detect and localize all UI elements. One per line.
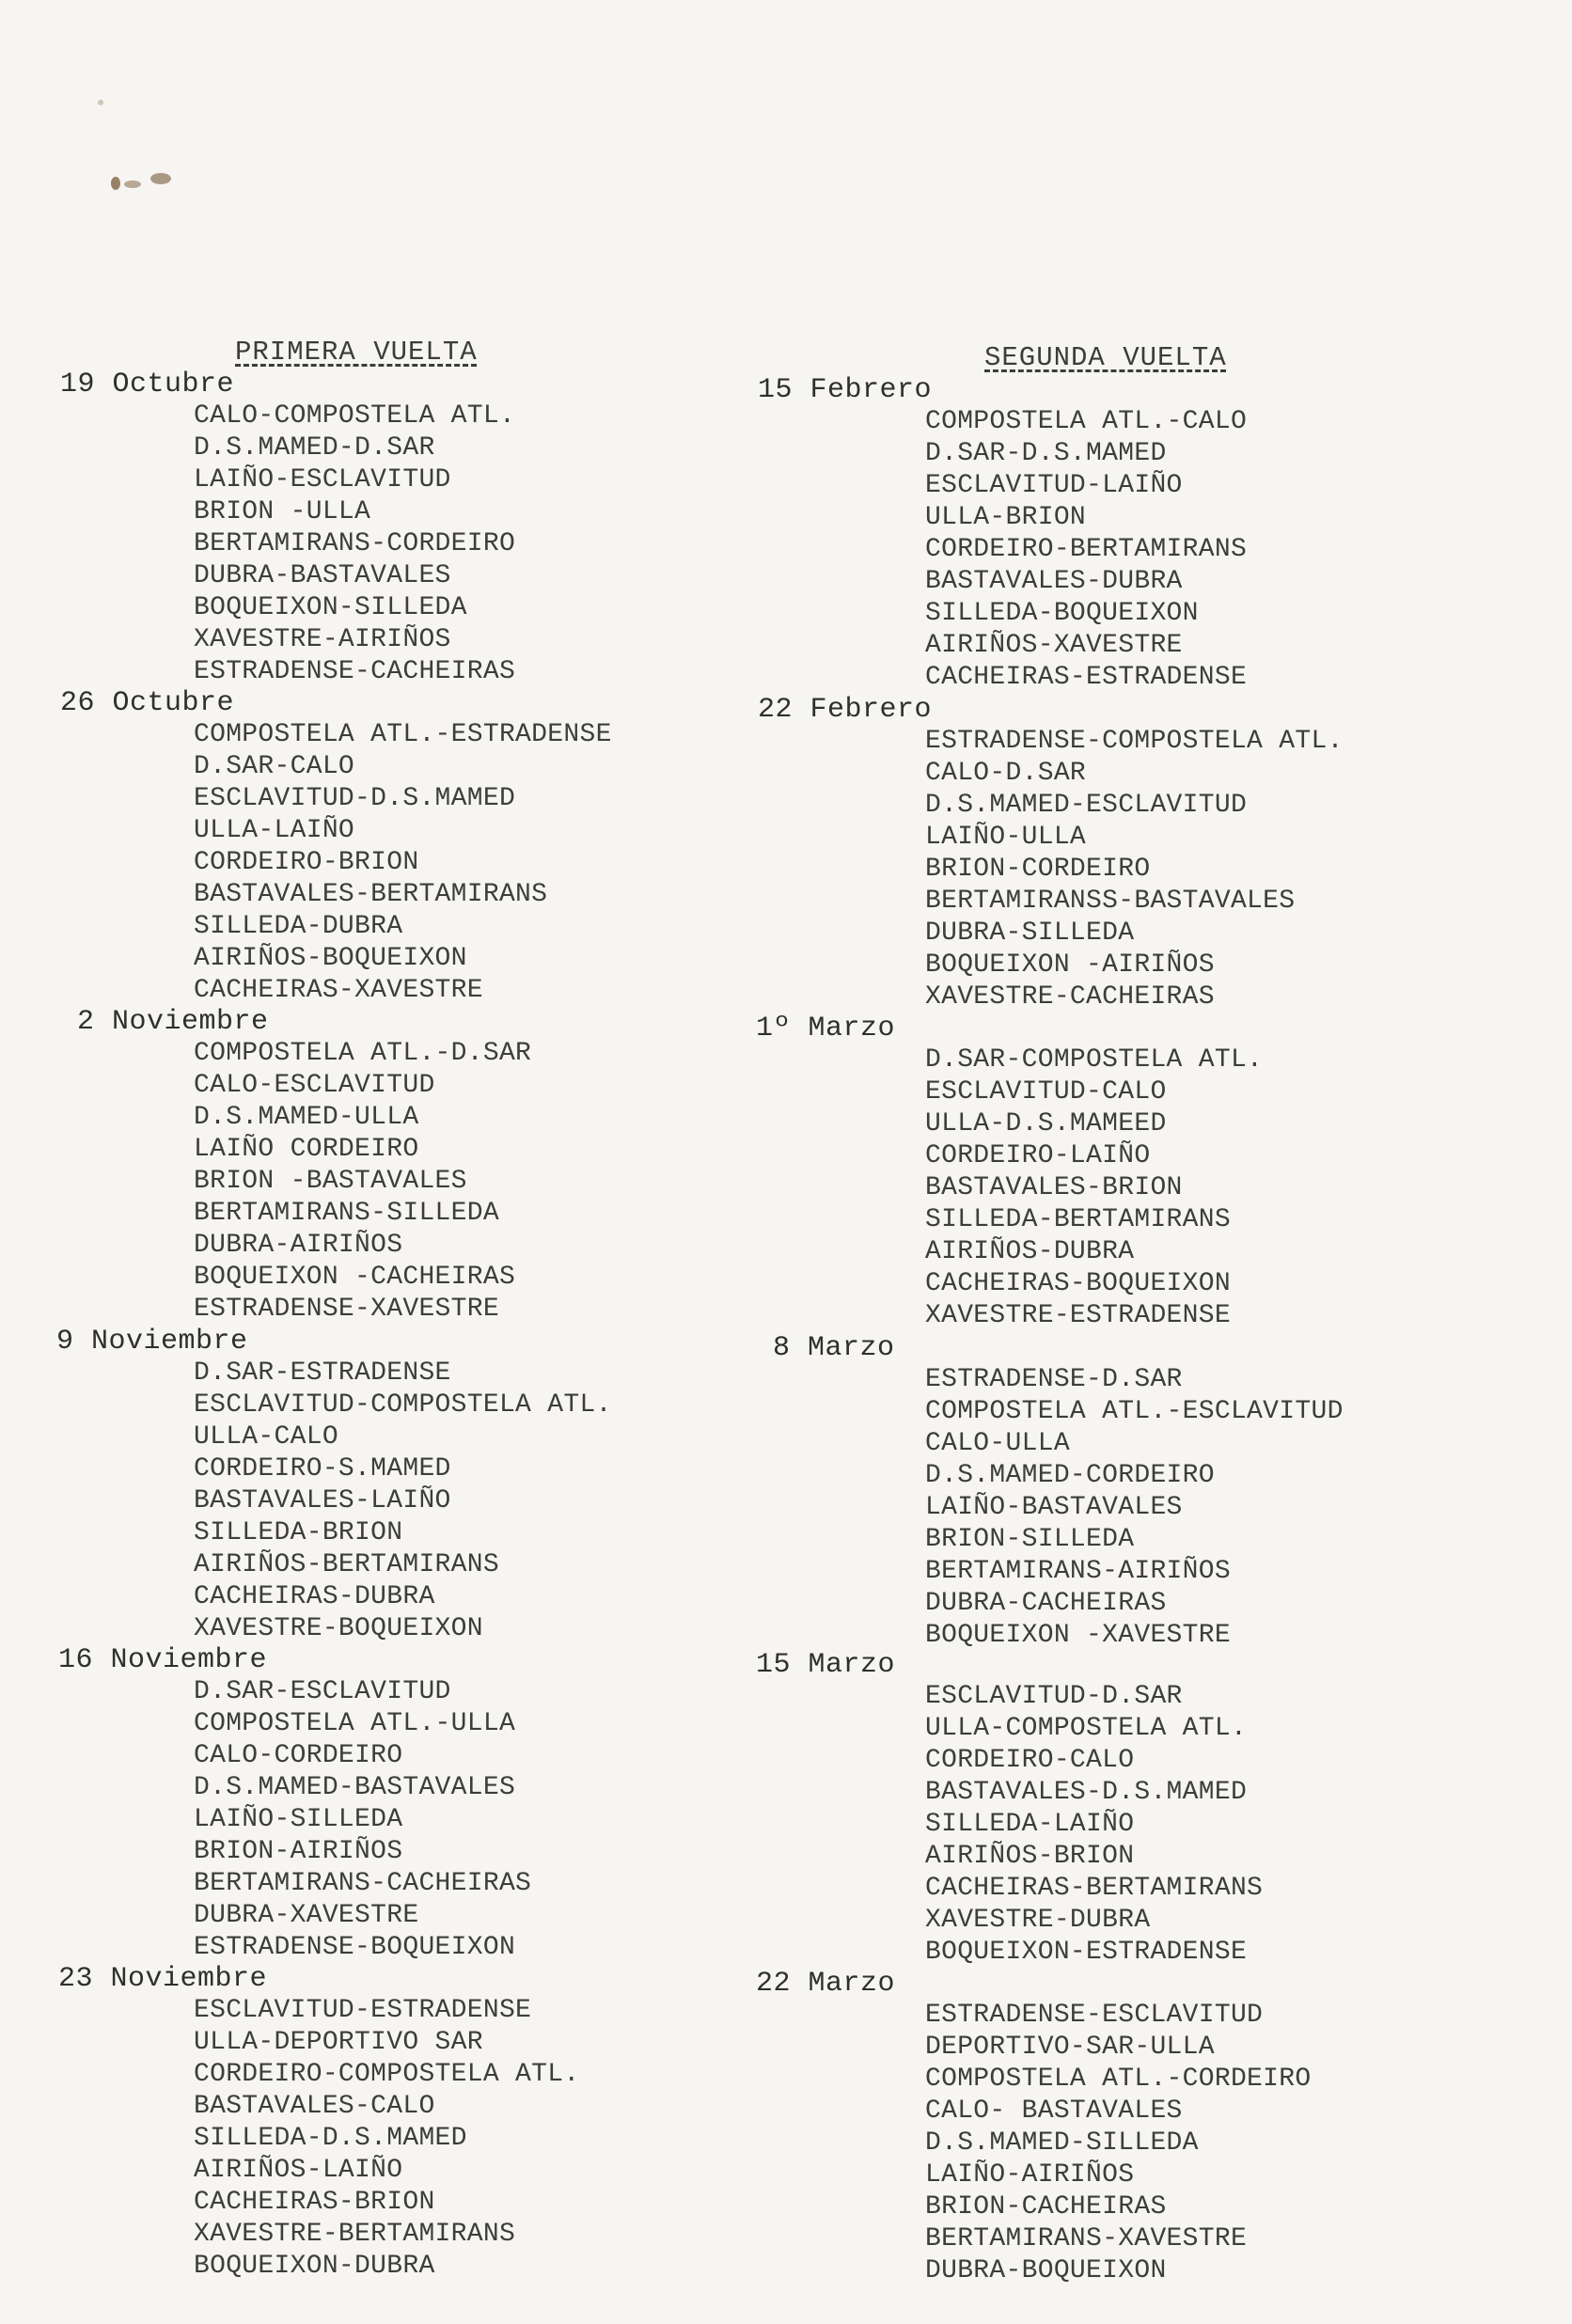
match-line: AIRIÑOS-BRION bbox=[925, 1842, 1135, 1871]
match-line: ESTRADENSE-ESCLAVITUD bbox=[925, 2001, 1264, 2030]
match-line: LAIÑO-SILLEDA bbox=[194, 1805, 403, 1834]
match-line: ESTRADENSE-XAVESTRE bbox=[194, 1295, 499, 1324]
ink-stain bbox=[111, 177, 120, 190]
match-line: DUBRA-SILLEDA bbox=[925, 919, 1135, 948]
match-list bbox=[194, 719, 612, 1007]
round-date: 23 Noviembre bbox=[58, 1963, 268, 1995]
match-line: CALO-COMPOSTELA ATL. bbox=[194, 401, 516, 431]
round-date: 22 Marzo bbox=[756, 1968, 896, 2000]
match-line: SILLEDA-BRION bbox=[194, 1518, 403, 1547]
match-line: ESCLAVITUD-LAIÑO bbox=[925, 471, 1183, 500]
match-line: BRION -BASTAVALES bbox=[194, 1167, 467, 1196]
match-line: CALO-ESCLAVITUD bbox=[194, 1071, 435, 1100]
match-line: CACHEIRAS-BERTAMIRANS bbox=[925, 1874, 1264, 1903]
round-date: 22 Febrero bbox=[758, 694, 933, 726]
match-line: ULLA-D.S.MAMEED bbox=[925, 1109, 1167, 1138]
match-line: CORDEIRO-S.MAMED bbox=[194, 1454, 451, 1484]
match-line: BERTAMIRANS-CORDEIRO bbox=[194, 529, 516, 558]
match-line: BERTAMIRANS-CACHEIRAS bbox=[194, 1869, 532, 1898]
match-line: SILLEDA-DUBRA bbox=[194, 912, 403, 941]
match-list bbox=[925, 1681, 1263, 1969]
match-line: ULLA-LAIÑO bbox=[194, 816, 355, 845]
match-line: DEPORTIVO-SAR-ULLA bbox=[925, 2033, 1215, 2062]
match-line: LAIÑO-ULLA bbox=[925, 823, 1087, 852]
match-line: CALO-CORDEIRO bbox=[194, 1741, 403, 1770]
match-line: BOQUEIXON -CACHEIRAS bbox=[194, 1263, 516, 1292]
match-line: BOQUEIXON -XAVESTRE bbox=[925, 1621, 1231, 1650]
match-line: D.S.MAMED-SILLEDA bbox=[925, 2128, 1199, 2158]
match-line: BASTAVALES-BRION bbox=[925, 1173, 1183, 1202]
match-line: D.S.MAMED-ULLA bbox=[194, 1103, 419, 1132]
match-line: DUBRA-BASTAVALES bbox=[194, 561, 451, 590]
match-line: BRION-CACHEIRAS bbox=[925, 2192, 1167, 2222]
ink-stain bbox=[150, 173, 171, 184]
match-line: D.SAR-ESTRADENSE bbox=[194, 1358, 451, 1388]
match-line: BRION -ULLA bbox=[194, 497, 371, 526]
round-date: 9 Noviembre bbox=[56, 1326, 248, 1358]
match-line: BASTAVALES-CALO bbox=[194, 2092, 435, 2121]
match-line: COMPOSTELA ATL.-D.SAR bbox=[194, 1039, 532, 1068]
match-line: CORDEIRO-LAIÑO bbox=[925, 1141, 1151, 1170]
match-line: D.SAR-COMPOSTELA ATL. bbox=[925, 1045, 1264, 1075]
match-line: DUBRA-XAVESTRE bbox=[194, 1901, 419, 1930]
match-line: ESCLAVITUD-D.S.MAMED bbox=[194, 784, 516, 813]
match-line: BERTAMIRANS-AIRIÑOS bbox=[925, 1557, 1231, 1586]
match-line: ULLA-COMPOSTELA ATL. bbox=[925, 1714, 1248, 1743]
match-line: DUBRA-CACHEIRAS bbox=[925, 1589, 1167, 1618]
match-line: BOQUEIXON-SILLEDA bbox=[194, 593, 467, 622]
match-line: ULLA-DEPORTIVO SAR bbox=[194, 2028, 483, 2057]
match-line: BASTAVALES-BERTAMIRANS bbox=[194, 880, 548, 909]
match-line: XAVESTRE-ESTRADENSE bbox=[925, 1301, 1231, 1330]
match-line: CORDEIRO-BERTAMIRANS bbox=[925, 535, 1248, 564]
match-list bbox=[194, 1038, 531, 1326]
match-line: CALO-D.SAR bbox=[925, 759, 1087, 788]
match-line: D.SAR-CALO bbox=[194, 752, 355, 781]
match-line: BOQUEIXON-DUBRA bbox=[194, 2252, 435, 2281]
column-heading: PRIMERA VUELTA bbox=[235, 337, 478, 368]
match-line: D.S.MAMED-ESCLAVITUD bbox=[925, 791, 1248, 820]
match-line: XAVESTRE-AIRIÑOS bbox=[194, 625, 451, 654]
round-date: 15 Febrero bbox=[758, 374, 933, 406]
match-line: BRION-SILLEDA bbox=[925, 1525, 1135, 1554]
match-line: ESCLAVITUD-D.SAR bbox=[925, 1682, 1183, 1711]
match-line: BERTAMIRANS-SILLEDA bbox=[194, 1199, 499, 1228]
match-line: CACHEIRAS-XAVESTRE bbox=[194, 976, 483, 1005]
round-date: 16 Noviembre bbox=[58, 1644, 268, 1676]
match-line: BOQUEIXON-ESTRADENSE bbox=[925, 1938, 1248, 1967]
match-line: LAIÑO-BASTAVALES bbox=[925, 1493, 1183, 1522]
match-line: ESTRADENSE-BOQUEIXON bbox=[194, 1933, 516, 1962]
match-line: AIRIÑOS-LAIÑO bbox=[194, 2156, 403, 2185]
match-list bbox=[925, 2000, 1311, 2287]
match-line: CACHEIRAS-DUBRA bbox=[194, 1582, 435, 1611]
match-line: ESTRADENSE-CACHEIRAS bbox=[194, 657, 516, 686]
match-line: ULLA-BRION bbox=[925, 503, 1087, 532]
match-line: CACHEIRAS-ESTRADENSE bbox=[925, 663, 1248, 692]
match-line: CORDEIRO-CALO bbox=[925, 1746, 1135, 1775]
round-date: 8 Marzo bbox=[773, 1332, 895, 1364]
match-line: ESCLAVITUD-COMPOSTELA ATL. bbox=[194, 1390, 612, 1420]
match-line: ESCLAVITUD-ESTRADENSE bbox=[194, 1996, 532, 2025]
match-line: BASTAVALES-LAIÑO bbox=[194, 1486, 451, 1515]
match-line: COMPOSTELA ATL.-ULLA bbox=[194, 1709, 516, 1738]
match-line: LAIÑO CORDEIRO bbox=[194, 1135, 419, 1164]
match-list bbox=[925, 406, 1247, 694]
round-date: 15 Marzo bbox=[756, 1649, 896, 1681]
round-date: 2 Noviembre bbox=[77, 1006, 269, 1038]
match-line: LAIÑO-ESCLAVITUD bbox=[194, 465, 451, 495]
match-line: COMPOSTELA ATL.-CORDEIRO bbox=[925, 2065, 1312, 2094]
ink-stain bbox=[98, 100, 103, 105]
match-line: LAIÑO-AIRIÑOS bbox=[925, 2160, 1135, 2190]
match-line: COMPOSTELA ATL.-ESTRADENSE bbox=[194, 720, 612, 749]
match-line: COMPOSTELA ATL.-CALO bbox=[925, 407, 1248, 436]
match-line: AIRIÑOS-BOQUEIXON bbox=[194, 944, 467, 973]
column-heading: SEGUNDA VUELTA bbox=[984, 342, 1227, 373]
match-line: DUBRA-AIRIÑOS bbox=[194, 1231, 403, 1260]
match-line: BRION-AIRIÑOS bbox=[194, 1837, 403, 1866]
match-line: CORDEIRO-COMPOSTELA ATL. bbox=[194, 2060, 580, 2089]
match-line: AIRIÑOS-BERTAMIRANS bbox=[194, 1550, 499, 1579]
match-line: XAVESTRE-DUBRA bbox=[925, 1906, 1151, 1935]
match-line: SILLEDA-BERTAMIRANS bbox=[925, 1205, 1231, 1234]
match-line: DUBRA-BOQUEIXON bbox=[925, 2256, 1167, 2285]
match-line: D.SAR-D.S.MAMED bbox=[925, 439, 1167, 468]
match-line: ESTRADENSE-COMPOSTELA ATL. bbox=[925, 727, 1344, 756]
match-line: CACHEIRAS-BRION bbox=[194, 2188, 435, 2217]
match-line: D.S.MAMED-BASTAVALES bbox=[194, 1773, 516, 1802]
match-line: BOQUEIXON -AIRIÑOS bbox=[925, 950, 1215, 980]
match-line: XAVESTRE-BERTAMIRANS bbox=[194, 2220, 516, 2249]
match-list bbox=[194, 1358, 612, 1645]
match-line: D.S.MAMED-D.SAR bbox=[194, 433, 435, 463]
match-list bbox=[194, 1676, 531, 1964]
match-list bbox=[194, 1995, 579, 2283]
match-line: ESCLAVITUD-CALO bbox=[925, 1077, 1167, 1107]
match-line: ESTRADENSE-D.SAR bbox=[925, 1365, 1183, 1394]
match-list bbox=[925, 726, 1344, 1013]
match-line: BRION-CORDEIRO bbox=[925, 855, 1151, 884]
match-line: ULLA-CALO bbox=[194, 1422, 338, 1452]
round-date: 26 Octubre bbox=[60, 687, 235, 719]
match-line: SILLEDA-D.S.MAMED bbox=[194, 2124, 467, 2153]
match-list bbox=[194, 400, 515, 688]
match-line: BASTAVALES-D.S.MAMED bbox=[925, 1778, 1248, 1807]
match-list bbox=[925, 1364, 1344, 1652]
match-line: XAVESTRE-BOQUEIXON bbox=[194, 1614, 483, 1643]
match-line: AIRIÑOS-DUBRA bbox=[925, 1237, 1135, 1266]
match-line: CACHEIRAS-BOQUEIXON bbox=[925, 1269, 1231, 1298]
match-line: BERTAMIRANSS-BASTAVALES bbox=[925, 887, 1296, 916]
round-date: 1º Marzo bbox=[756, 1013, 896, 1044]
ink-stain bbox=[124, 181, 141, 188]
match-line: CALO-ULLA bbox=[925, 1429, 1070, 1458]
match-line: D.SAR-ESCLAVITUD bbox=[194, 1677, 451, 1706]
match-line: D.S.MAMED-CORDEIRO bbox=[925, 1461, 1215, 1490]
match-line: COMPOSTELA ATL.-ESCLAVITUD bbox=[925, 1397, 1344, 1426]
match-line: BERTAMIRANS-XAVESTRE bbox=[925, 2224, 1248, 2253]
match-line: CORDEIRO-BRION bbox=[194, 848, 419, 877]
match-line: AIRIÑOS-XAVESTRE bbox=[925, 631, 1183, 660]
match-line: SILLEDA-LAIÑO bbox=[925, 1810, 1135, 1839]
match-line: CALO- BASTAVALES bbox=[925, 2096, 1183, 2126]
round-date: 19 Octubre bbox=[60, 369, 235, 400]
match-line: BASTAVALES-DUBRA bbox=[925, 567, 1183, 596]
match-line: XAVESTRE-CACHEIRAS bbox=[925, 982, 1215, 1012]
match-list bbox=[925, 1044, 1263, 1332]
match-line: SILLEDA-BOQUEIXON bbox=[925, 599, 1199, 628]
